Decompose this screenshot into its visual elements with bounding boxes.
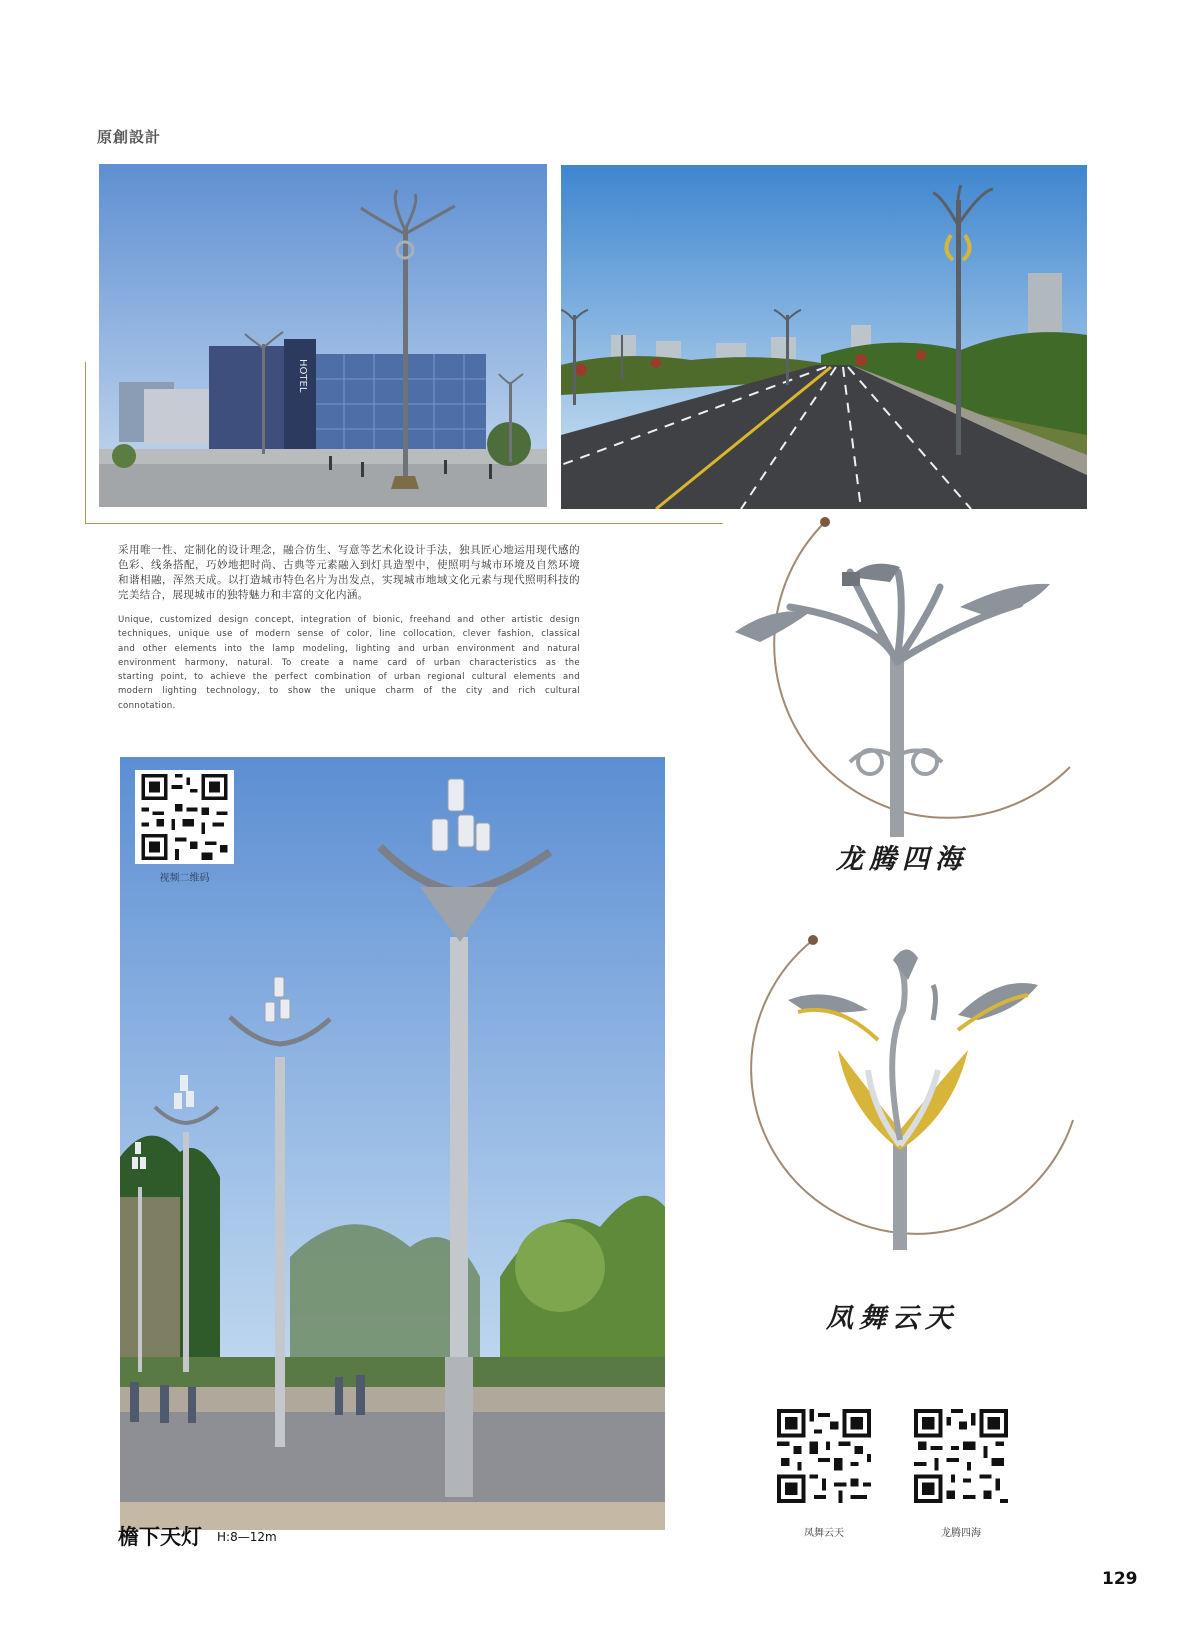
page-number: 129: [1102, 1569, 1138, 1589]
hotel-sign: HOTEL: [297, 359, 308, 393]
divider-vertical: [85, 362, 86, 524]
design-phoenix-title: 凤舞云天: [826, 1303, 958, 1334]
qr-code-phoenix[interactable]: [773, 1405, 875, 1507]
description-english: Unique, customized design concept, integration of bionic, freehand and other artistic design techniques, unique use of modern sense of color, line collocation, clever fashion, classical and other elements into the lamp modeling, lighting and urban environment and natural environment harmony, natural. To create a name card of urban characteristics as the starting point, to achieve the perfect combination of urban regional cultural elements and modern lighting technology, to show the unique charm of the city and rich cultural connotation.: [118, 615, 580, 711]
divider-horizontal: [85, 523, 723, 524]
description-chinese: 采用唯一性、定制化的设计理念，融合仿生、写意等艺术化设计手法，独具匠心地运用现代感的色彩、线条搭配，巧妙地把时尚、古典等元素融入到灯具造型中，使照明与城市环境及自然环境和谐相融，浑然天成。以打造城市特色名片为出发点，实现城市地域文化元素与现代照明科技的完美结合，展现城市的独特魅力和丰富的文化内涵。: [118, 544, 580, 601]
qr-code-dragon[interactable]: [909, 1405, 1013, 1507]
qr-code-dragon-caption: 龙腾四海: [941, 1528, 981, 1539]
photo-hotel-square: [99, 164, 547, 507]
photo-road: [561, 165, 1087, 509]
qr-code-phoenix-caption: 凤舞云天: [804, 1528, 844, 1539]
product-height: H:8—12m: [217, 1530, 277, 1544]
product-name: 檐下天灯: [118, 1525, 202, 1549]
design-dragon-illustration: [730, 512, 1090, 842]
design-phoenix-illustration: [728, 930, 1098, 1250]
qr-code-video-caption: 视频二维码: [159, 873, 210, 884]
qr-code-video[interactable]: [135, 770, 234, 864]
design-dragon-title: 龙腾四海: [836, 844, 968, 875]
section-title: 原創設計: [97, 128, 162, 146]
